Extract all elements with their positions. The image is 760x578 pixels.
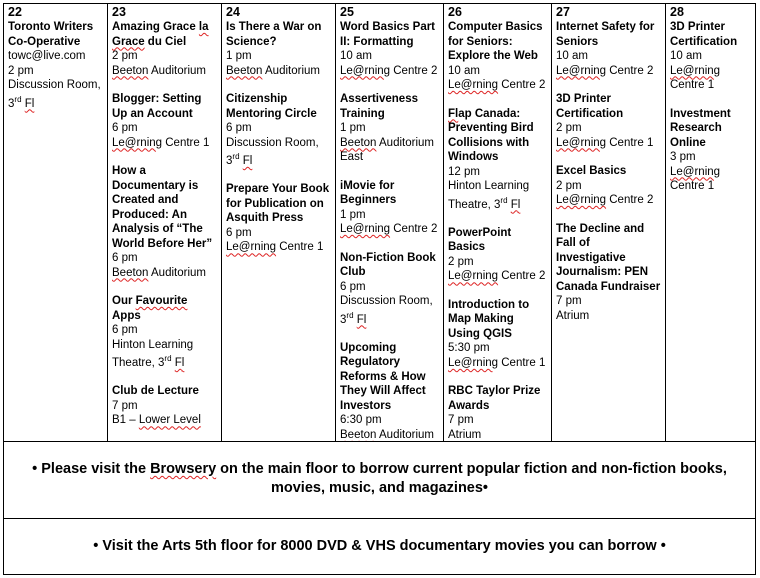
event-detail: Le@rning Centre 1: [226, 241, 324, 254]
event-time: 1 pm: [340, 208, 366, 221]
day-number: 27: [556, 5, 570, 19]
event-time: 6 pm: [340, 280, 366, 293]
event-title: Excel Basics: [556, 165, 627, 177]
event-title: Introduction to Map Making Using QGIS: [448, 298, 530, 340]
event-detail: Le@rning Centre 1: [670, 64, 721, 91]
event-time: 2 pm: [556, 179, 582, 192]
day-column: [444, 4, 552, 441]
event-title: Blogger: Setting Up an Account: [112, 93, 202, 120]
event-time: 12 pm: [448, 165, 480, 178]
event-detail: B1 – Lower Level: [112, 414, 201, 427]
event-title: RBC Taylor Prize Awards: [448, 385, 541, 412]
event-time: 7 pm: [112, 399, 138, 412]
event-entry: [112, 20, 217, 78]
event-time: 10 am: [340, 50, 372, 62]
event-entry: [226, 182, 331, 255]
event-entry: [112, 164, 217, 280]
event-entry: [556, 222, 661, 324]
event-entry: [340, 20, 439, 78]
event-detail: Le@rning Centre 2: [448, 79, 546, 91]
notice-divider: [4, 518, 755, 519]
event-time: 2 pm: [448, 255, 474, 268]
day-number: 25: [340, 5, 354, 19]
event-time: 6:30 pm: [340, 414, 382, 427]
event-detail: Atrium: [556, 309, 590, 322]
event-entry: [226, 92, 331, 168]
day-number: 24: [226, 5, 240, 19]
event-entry: [340, 251, 439, 327]
event-time: 6 pm: [112, 252, 138, 264]
event-detail: Beeton Auditorium: [226, 64, 320, 77]
event-title: Investment Research Online: [670, 107, 731, 149]
event-title: The Decline and Fall of Investigative Journalism: PEN Canada Fundraiser: [556, 222, 661, 293]
event-title: Is There a War on Science?: [226, 21, 322, 48]
event-entry: [8, 20, 103, 111]
event-detail: Atrium: [448, 428, 482, 441]
event-detail: Discussion Room, 3rd Fl: [8, 79, 101, 110]
event-detail: Le@rning Centre 2: [556, 194, 654, 206]
event-time: 2 pm: [556, 122, 582, 134]
event-time: 10 am: [556, 50, 588, 62]
event-title: Assertiveness Training: [340, 93, 418, 120]
event-time: 2 pm: [112, 50, 138, 62]
event-detail: Le@rning Centre 1: [112, 136, 210, 149]
day-column: [108, 4, 222, 441]
event-title: Citizenship Mentoring Circle: [226, 93, 317, 120]
day-column: [222, 4, 336, 441]
day-column: [4, 4, 108, 441]
event-title: 3D Printer Certification: [556, 93, 624, 120]
event-time: 7 pm: [556, 295, 582, 307]
event-entry: [448, 384, 547, 441]
arts-notice: • Visit the Arts 5th floor for 8000 DVD & VHS documentary movies you can borrow •: [93, 538, 666, 554]
calendar-sheet: [3, 3, 756, 575]
event-detail: Le@rning Centre 1: [556, 136, 654, 149]
event-entry: [226, 20, 331, 78]
event-title: Computer Basics for Seniors: Explore the Web: [448, 21, 543, 62]
event-entry: [556, 20, 661, 78]
event-detail: towc@live.com: [8, 50, 86, 62]
event-entry: [556, 164, 661, 208]
day-column: [552, 4, 666, 441]
event-detail: 2 pm: [8, 64, 34, 77]
event-entry: [340, 92, 439, 165]
event-time: 6 pm: [226, 226, 252, 239]
event-entry: [670, 20, 751, 93]
event-detail: Beeton Auditorium East: [340, 136, 434, 163]
event-entry: [448, 20, 547, 93]
day-column: [336, 4, 444, 441]
event-entry: [112, 92, 217, 150]
event-entry: [670, 107, 751, 194]
day-number: 22: [8, 5, 22, 19]
event-entry: [448, 226, 547, 284]
event-title: Club de Lecture: [112, 385, 199, 398]
event-detail: Le@rning Centre 2: [556, 64, 654, 77]
event-title: PowerPoint Basics: [448, 226, 512, 254]
event-detail: Hinton Learning Theatre, 3rd Fl: [448, 180, 530, 211]
event-time: 1 pm: [340, 122, 366, 134]
day-number: 28: [670, 5, 684, 19]
event-detail: Discussion Room, 3rd Fl: [226, 136, 319, 167]
event-detail: Le@rning Centre 2: [448, 270, 546, 283]
event-title: Word Basics Part II: Formatting: [340, 21, 436, 48]
event-detail: Le@rning Centre 2: [340, 223, 438, 235]
event-detail: Le@rning Centre 1: [670, 165, 721, 192]
event-time: 6 pm: [226, 122, 252, 134]
event-title: Prepare Your Book for Publication on Asquith Press: [226, 183, 330, 225]
event-detail: Discussion Room, 3rd Fl: [340, 295, 433, 326]
event-title: Amazing Grace la Grace du Ciel: [112, 21, 209, 48]
event-detail: Beeton Auditorium: [112, 64, 206, 77]
event-title: Upcoming Regulatory Reforms & How They Will Affect Investors: [340, 341, 426, 412]
event-detail: Hinton Learning Theatre, 3rd Fl: [112, 338, 194, 369]
event-detail: Le@rning Centre 2: [340, 64, 438, 77]
event-time: 1 pm: [226, 50, 252, 62]
event-time: 6 pm: [112, 122, 138, 134]
event-time: 6 pm: [112, 324, 138, 336]
event-title: Toronto Writers Co-Operative: [8, 21, 94, 48]
event-time: 3 pm: [670, 151, 696, 163]
event-detail: Beeton Auditorium: [340, 428, 434, 441]
browsery-notice: • Please visit the Browsery on the main floor to borrow current popular fiction and non-fiction books, movies, music, and magazines•: [32, 461, 727, 496]
event-time: 5:30 pm: [448, 342, 490, 355]
event-title: 3D Printer Certification: [670, 21, 738, 48]
event-detail: Beeton Auditorium: [112, 266, 206, 279]
event-entry: [340, 341, 439, 441]
event-entry: [556, 92, 661, 150]
event-title: Flap Canada: Preventing Bird Collisions with Windows: [448, 107, 534, 163]
event-title: Our Favourite Apps: [112, 295, 188, 322]
day-number: 26: [448, 5, 462, 19]
event-entry: [448, 107, 547, 212]
event-time: 10 am: [670, 50, 702, 62]
event-detail: Le@rning Centre 1: [448, 356, 546, 369]
event-title: How a Documentary is Created and Produced: An Analysis of “The World Before Her”: [112, 165, 213, 250]
day-column: [666, 4, 755, 441]
day-number: 23: [112, 5, 126, 19]
calendar-week-grid: [4, 4, 755, 442]
event-entry: [112, 294, 217, 370]
event-entry: [340, 179, 439, 237]
event-entry: [112, 384, 217, 428]
event-time: 10 am: [448, 64, 480, 77]
event-title: Internet Safety for Seniors: [556, 21, 655, 48]
event-entry: [448, 298, 547, 371]
event-title: Non-Fiction Book Club: [340, 251, 436, 278]
event-time: 7 pm: [448, 414, 474, 427]
event-title: iMovie for Beginners: [340, 179, 397, 206]
